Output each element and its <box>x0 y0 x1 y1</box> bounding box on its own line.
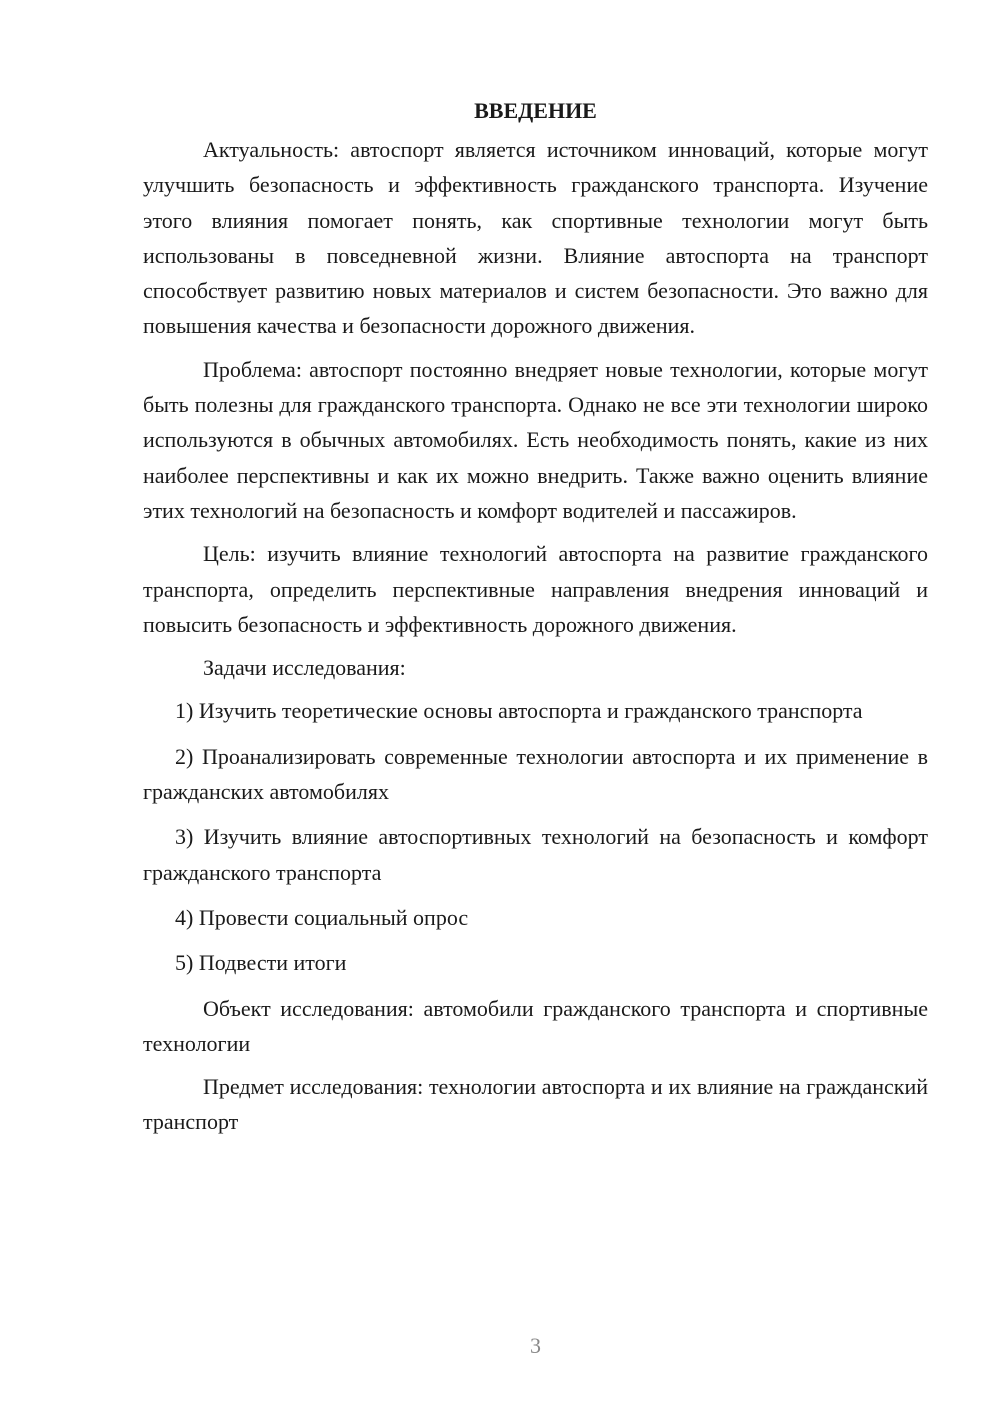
object-paragraph: Объект исследования: автомобили гражданского транспорта и спортивные технологии <box>143 995 928 1056</box>
tasks-title: Задачи исследования: <box>203 655 406 681</box>
task-item-3: 3) Изучить влияние автоспортивных технологий на безопасность и комфорт гражданского транспорта <box>143 824 928 885</box>
task-item-1: 1) Изучить теоретические основы автоспорта и гражданского транспорта <box>175 698 863 724</box>
relevance-paragraph: Актуальность: автоспорт является источником инноваций, которые могут улучшить безопасность и эффективность гражданского транспорта. Изучение этого влияния помогает понять, как спортивные технологии могут быть использованы в повседневной жизни. Влияние автоспорта на транспорт способствует развитию новых материалов и систем безопасности. Это важно для повышения качества и безопасности дорожного движения. <box>143 137 928 339</box>
document-page <box>143 96 928 1148</box>
page-number: 3 <box>530 1333 541 1358</box>
subject-paragraph: Предмет исследования: технологии автоспорта и их влияние на гражданский транспорт <box>143 1074 928 1135</box>
task-item-4: 4) Провести социальный опрос <box>175 904 469 930</box>
task-item-2: 2) Проанализировать современные технологии автоспорта и их применение в гражданских автомобилях <box>143 743 928 805</box>
section-heading: ВВЕДЕНИЕ <box>474 98 597 123</box>
problem-paragraph: Проблема: автоспорт постоянно внедряет новые технологии, которые могут быть полезны для гражданского транспорта. Однако не все эти технологии широко используются в обычных автомобилях. Есть необходимость понять, какие из них наиболее перспективны и как их можно внедрить. Также важно оценить влияние этих технологий на безопасность и комфорт водителей и пассажиров. <box>143 356 928 523</box>
goal-paragraph: Цель: изучить влияние технологий автоспорта на развитие гражданского транспорта, определить перспективные направления внедрения инноваций и повысить безопасность и эффективность дорожного движения. <box>143 541 928 637</box>
task-item-5: 5) Подвести итоги <box>175 950 347 976</box>
